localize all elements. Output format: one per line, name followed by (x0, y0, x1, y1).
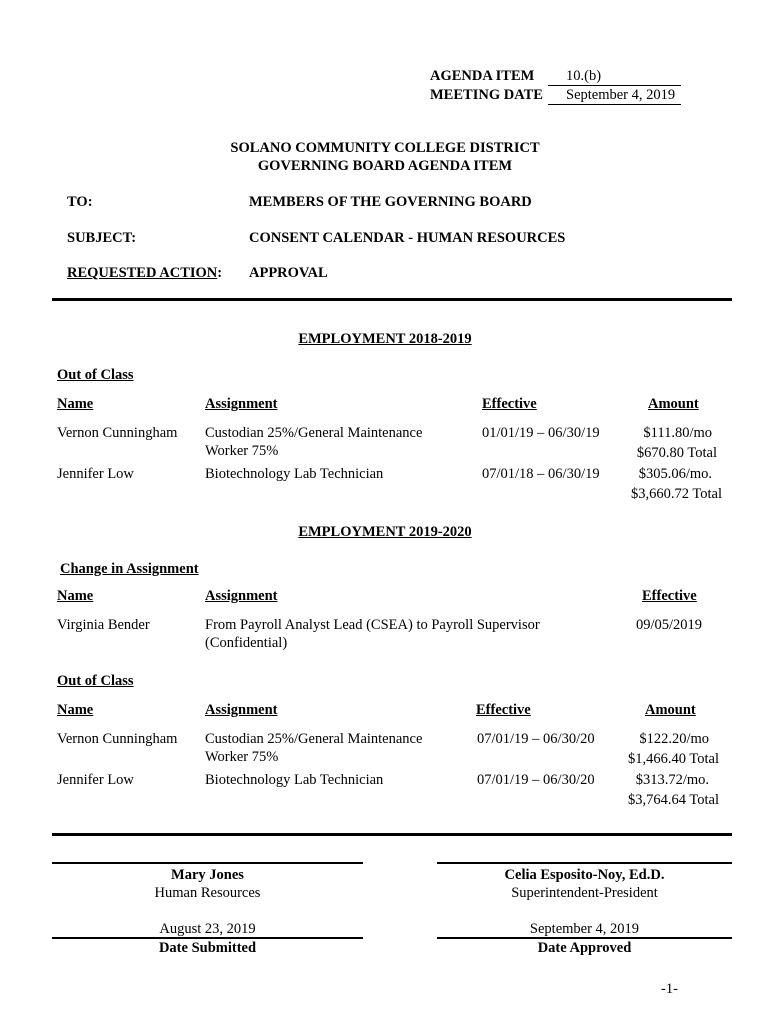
row-effective: 09/05/2019 (636, 617, 703, 633)
bottom-divider (52, 833, 732, 836)
row-assignment-line2: Worker 75% (205, 749, 279, 765)
col-name-2: Name (57, 588, 94, 604)
row-effective: 07/01/19 – 06/30/20 (477, 731, 595, 747)
row-name: Virginia Bender (57, 617, 150, 633)
row-amount-total: $3,764.64 Total (628, 792, 719, 808)
out-of-class-heading-1: Out of Class (57, 367, 134, 383)
subject-label: SUBJECT: (67, 230, 137, 246)
meeting-date-label: MEETING DATE (430, 87, 543, 103)
left-signer-title: Human Resources (154, 885, 261, 901)
requested-action-label (67, 265, 222, 282)
row-assignment-line1: Biotechnology Lab Technician (205, 772, 384, 788)
col-effective-1: Effective (482, 396, 537, 412)
row-assignment-line1: Custodian 25%/General Maintenance (205, 425, 423, 441)
row-effective: 07/01/19 – 06/30/20 (477, 772, 595, 788)
section-heading-2018-2019: EMPLOYMENT 2018-2019 (298, 331, 472, 347)
date-submitted-label: Date Submitted (158, 940, 257, 956)
agenda-item-value: 10.(b) (566, 68, 602, 84)
requested-action-value: APPROVAL (249, 265, 328, 281)
agenda-item-underline (548, 85, 681, 86)
meeting-date-underline (548, 104, 681, 105)
row-assignment-line2: (Confidential) (205, 635, 288, 651)
col-assignment-2: Assignment (205, 588, 278, 604)
agenda-item-label: AGENDA ITEM (430, 68, 535, 84)
page-number: -1- (661, 981, 678, 997)
meeting-date-value: September 4, 2019 (566, 87, 676, 103)
subject-value: CONSENT CALENDAR - HUMAN RESOURCES (249, 230, 566, 246)
row-assignment-line1: Custodian 25%/General Maintenance (205, 731, 423, 747)
right-signer-name: Celia Esposito-Noy, Ed.D. (504, 867, 665, 883)
row-assignment-line1: From Payroll Analyst Lead (CSEA) to Payroll Supervisor (205, 617, 540, 633)
row-assignment-line2: Worker 75% (205, 443, 279, 459)
to-value: MEMBERS OF THE GOVERNING BOARD (249, 194, 532, 210)
row-amount-total: $1,466.40 Total (628, 751, 719, 767)
row-name: Jennifer Low (57, 466, 134, 482)
col-effective-3: Effective (476, 702, 531, 718)
row-amount-monthly: $111.80/mo (643, 425, 712, 441)
top-divider (52, 298, 732, 301)
right-signature-line (437, 862, 732, 864)
agenda-title: GOVERNING BOARD AGENDA ITEM (257, 158, 513, 174)
section-heading-2019-2020: EMPLOYMENT 2019-2020 (298, 524, 472, 540)
row-effective: 07/01/18 – 06/30/19 (482, 466, 600, 482)
row-effective: 01/01/19 – 06/30/19 (482, 425, 600, 441)
left-signature-line (52, 862, 363, 864)
date-submitted-line (52, 937, 363, 939)
date-approved-line (437, 937, 732, 939)
requested-action-colon: : (217, 265, 223, 281)
row-amount-monthly: $313.72/mo. (635, 772, 709, 788)
col-effective-2: Effective (642, 588, 697, 604)
row-amount-total: $670.80 Total (636, 445, 717, 461)
requested-action-label-text: REQUESTED ACTION (67, 265, 218, 281)
col-name-3: Name (57, 702, 94, 718)
row-amount-monthly: $122.20/mo (639, 731, 709, 747)
out-of-class-heading-2: Out of Class (57, 673, 134, 689)
change-in-assignment-heading: Change in Assignment (60, 561, 199, 577)
row-amount-monthly: $305.06/mo. (638, 466, 712, 482)
right-signer-title: Superintendent-President (511, 885, 658, 901)
row-name: Jennifer Low (57, 772, 134, 788)
row-name: Vernon Cunningham (57, 425, 178, 441)
col-assignment-3: Assignment (205, 702, 278, 718)
col-amount-3: Amount (645, 702, 696, 718)
date-approved-value: September 4, 2019 (529, 921, 640, 937)
date-approved-label: Date Approved (537, 940, 632, 956)
col-assignment-1: Assignment (205, 396, 278, 412)
to-label: TO: (67, 194, 93, 210)
row-assignment-line1: Biotechnology Lab Technician (205, 466, 384, 482)
left-signer-name: Mary Jones (171, 867, 244, 883)
col-amount-1: Amount (648, 396, 699, 412)
row-name: Vernon Cunningham (57, 731, 178, 747)
district-title: SOLANO COMMUNITY COLLEGE DISTRICT (230, 140, 540, 156)
row-amount-total: $3,660.72 Total (631, 486, 722, 502)
col-name-1: Name (57, 396, 94, 412)
date-submitted-value: August 23, 2019 (159, 921, 256, 937)
